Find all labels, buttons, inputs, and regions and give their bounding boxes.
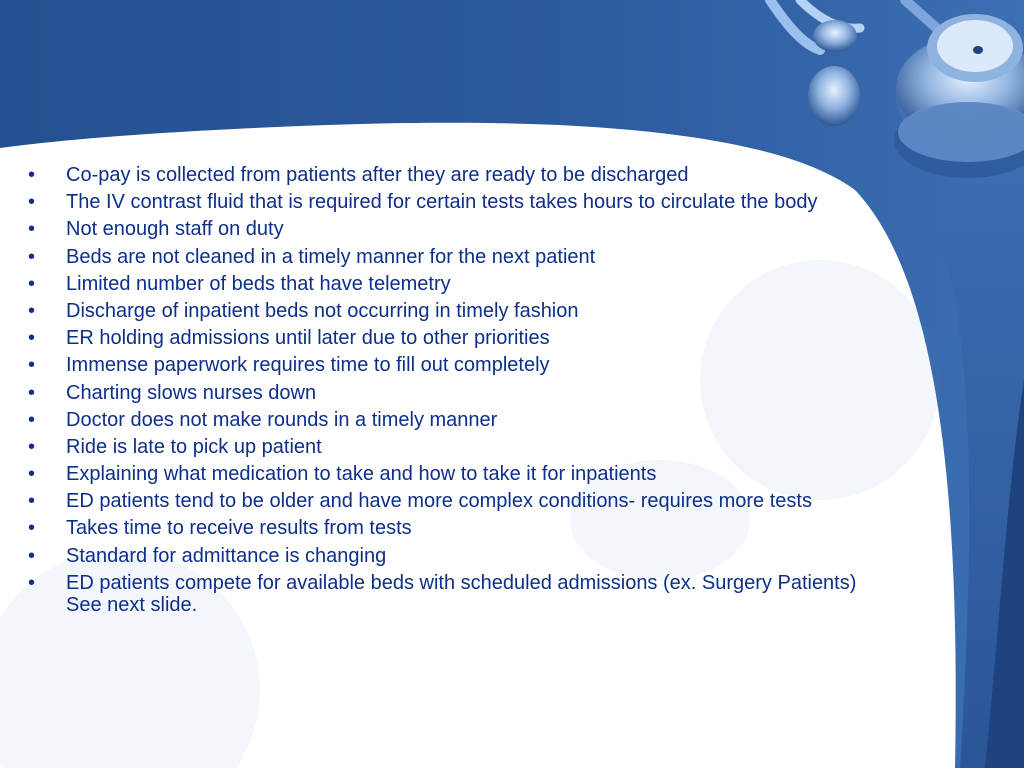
bullet-icon: • — [28, 218, 36, 241]
bullet-icon: • — [28, 490, 36, 513]
bullet-icon: • — [28, 517, 36, 540]
bullet-icon: • — [28, 544, 36, 567]
bullet-text: Limited number of beds that have telemetry — [66, 272, 451, 295]
bullet-text: ER holding admissions until later due to other priorities — [66, 327, 550, 350]
bullet-text: Ride is late to pick up patient — [66, 435, 322, 458]
list-item — [28, 463, 878, 485]
list-item — [28, 191, 878, 213]
list-item — [28, 164, 878, 186]
bullet-icon: • — [28, 435, 36, 458]
list-item — [28, 300, 878, 322]
bullet-text: Not enough staff on duty — [66, 218, 284, 241]
bullet-icon: • — [28, 299, 36, 322]
bullet-icon: • — [28, 272, 36, 295]
list-item — [28, 327, 878, 349]
list-item — [28, 517, 878, 539]
list-item — [28, 572, 878, 616]
list-item — [28, 246, 878, 268]
list-item — [28, 354, 878, 376]
bullet-text: Co-pay is collected from patients after they are ready to be discharged — [66, 164, 689, 186]
bullet-text: ED patients compete for available beds with scheduled admissions (ex. Surgery Patients) See next slide. — [66, 571, 857, 616]
bullet-icon: • — [28, 354, 36, 377]
bullet-text: Beds are not cleaned in a timely manner for the next patient — [66, 245, 596, 268]
bullet-icon: • — [28, 245, 36, 268]
bullet-icon: • — [28, 408, 36, 431]
bullet-icon: • — [28, 164, 36, 186]
bullet-text: Discharge of inpatient beds not occurring in timely fashion — [66, 299, 579, 322]
bullet-icon: • — [28, 571, 36, 594]
bullet-text: Doctor does not make rounds in a timely manner — [66, 408, 498, 431]
bullet-icon: • — [28, 327, 36, 350]
bullet-text: The IV contrast fluid that is required for certain tests takes hours to circulate the body — [66, 191, 818, 214]
bullet-text: ED patients tend to be older and have more complex conditions- requires more tests — [66, 490, 812, 513]
bullet-text: Standard for admittance is changing — [66, 544, 387, 567]
list-item — [28, 409, 878, 431]
slide-content — [28, 164, 878, 621]
bullet-icon: • — [28, 381, 36, 404]
bullet-text: Charting slows nurses down — [66, 381, 317, 404]
bullet-list — [28, 164, 878, 616]
bullet-icon: • — [28, 463, 36, 486]
bullet-icon: • — [28, 191, 36, 214]
list-item — [28, 273, 878, 295]
bullet-text: Immense paperwork requires time to fill out completely — [66, 354, 550, 377]
bullet-text: Takes time to receive results from tests — [66, 517, 412, 540]
list-item — [28, 436, 878, 458]
bullet-text: Explaining what medication to take and how to take it for inpatients — [66, 463, 657, 486]
list-item — [28, 490, 878, 512]
list-item — [28, 545, 878, 567]
list-item — [28, 218, 878, 240]
list-item — [28, 382, 878, 404]
